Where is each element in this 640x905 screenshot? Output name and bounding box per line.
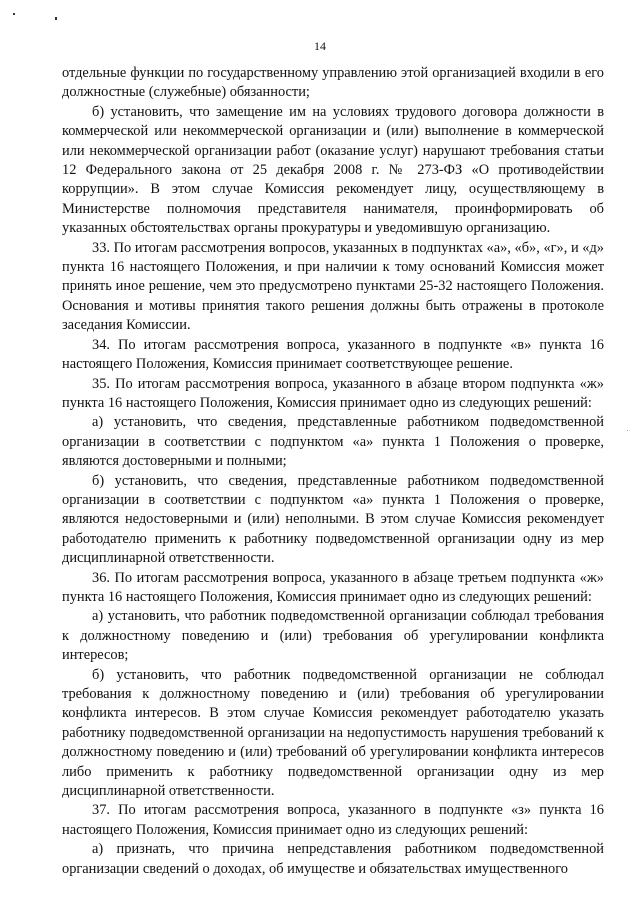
paragraph-item-35: 35. По итогам рассмотрения вопроса, указанного в абзаце втором подпункта «ж» пункта 16 настоящего Положения, Комиссия принимает одно из следующих решений: bbox=[62, 375, 604, 411]
paragraph-continuation: отдельные функции по государственному управлению этой организацией входили в его должностные (служебные) обязанности; bbox=[62, 65, 604, 101]
paragraph-subitem-b: б) установить, что замещение им на условиях трудового договора должности в коммерческой или некоммерческой организации и (или) выполнение в коммерческой или некоммерческой организации работ (оказание услуг) нарушают требования статьи 12 Федерального закона от 25 декабря 2008 г. № 273-ФЗ «О противодействии коррупции». В этом случае Комиссия рекомендует лицу, осуществляющему в Министерстве полномочия представителя нанимателя, проинформировать об указанных обстоятельствах органы прокуратуры и уведомившую организацию. bbox=[62, 103, 604, 237]
paragraph-item-33: 33. По итогам рассмотрения вопросов, указанных в подпунктах «а», «б», «г», и «д» пункта 16 настоящего Положения, и при наличии к тому оснований Комиссия может принять иное решение, чем это предусмотрено пунктами 25-32 настоящего Положения. Основания и мотивы принятия такого решения должны быть отражены в протоколе заседания Комиссии. bbox=[62, 239, 604, 334]
document-body bbox=[62, 64, 604, 879]
scan-speck bbox=[55, 17, 57, 20]
paragraph-item-34: 34. По итогам рассмотрения вопроса, указанного в подпункте «в» пункта 16 настоящего Положения, Комиссия принимает соответствующее решение. bbox=[62, 336, 604, 373]
page-number: 14 bbox=[314, 39, 326, 53]
paragraph-item-36-a: а) установить, что работник подведомственной организации соблюдал требования к должностному поведению и (или) требования об урегулировании конфликта интересов; bbox=[62, 608, 604, 664]
paragraph-item-35-b: б) установить, что сведения, представленные работником подведомственной организации в соответствии с подпунктом «а» пункта 1 Положения о проверке, являются недостоверными и (или) неполными. В этом случае Комиссия рекомендует работодателю применить к работнику подведомственной организации одну из мер дисциплинарной ответственности. bbox=[62, 472, 604, 567]
paragraph-item-36-b: б) установить, что работник подведомственной организации не соблюдал требования к должностному поведению и (или) требования об урегулировании конфликта интересов. В этом случае Комиссия рекомендует работодателю указать работнику подведомственной организации на недопустимость нарушения требований к должностному поведению и (или) требований об урегулировании конфликта интересов либо применить к работнику подведомственной организации одну из мер дисциплинарной ответственности. bbox=[62, 666, 604, 800]
paragraph-item-37-a: а) признать, что причина непредставления работником подведомственной организации сведений о доходах, об имуществе и обязательствах имущественного bbox=[62, 841, 604, 877]
paragraph-item-35-a: а) установить, что сведения, представленные работником подведомственной организации в соответствии с подпунктом «а» пункта 1 Положения о проверке, являются достоверными и полными; bbox=[62, 414, 604, 470]
scan-speck bbox=[13, 13, 15, 15]
paragraph-item-36: 36. По итогам рассмотрения вопроса, указанного в абзаце третьем подпункта «ж» пункта 16 настоящего Положения, Комиссия принимает одно из следующих решений: bbox=[62, 569, 604, 605]
paragraph-item-37: 37. По итогам рассмотрения вопроса, указанного в подпункте «з» пункта 16 настоящего Положения, Комиссия принимает одно из следующих решений: bbox=[62, 802, 604, 838]
scan-speck bbox=[627, 430, 628, 431]
